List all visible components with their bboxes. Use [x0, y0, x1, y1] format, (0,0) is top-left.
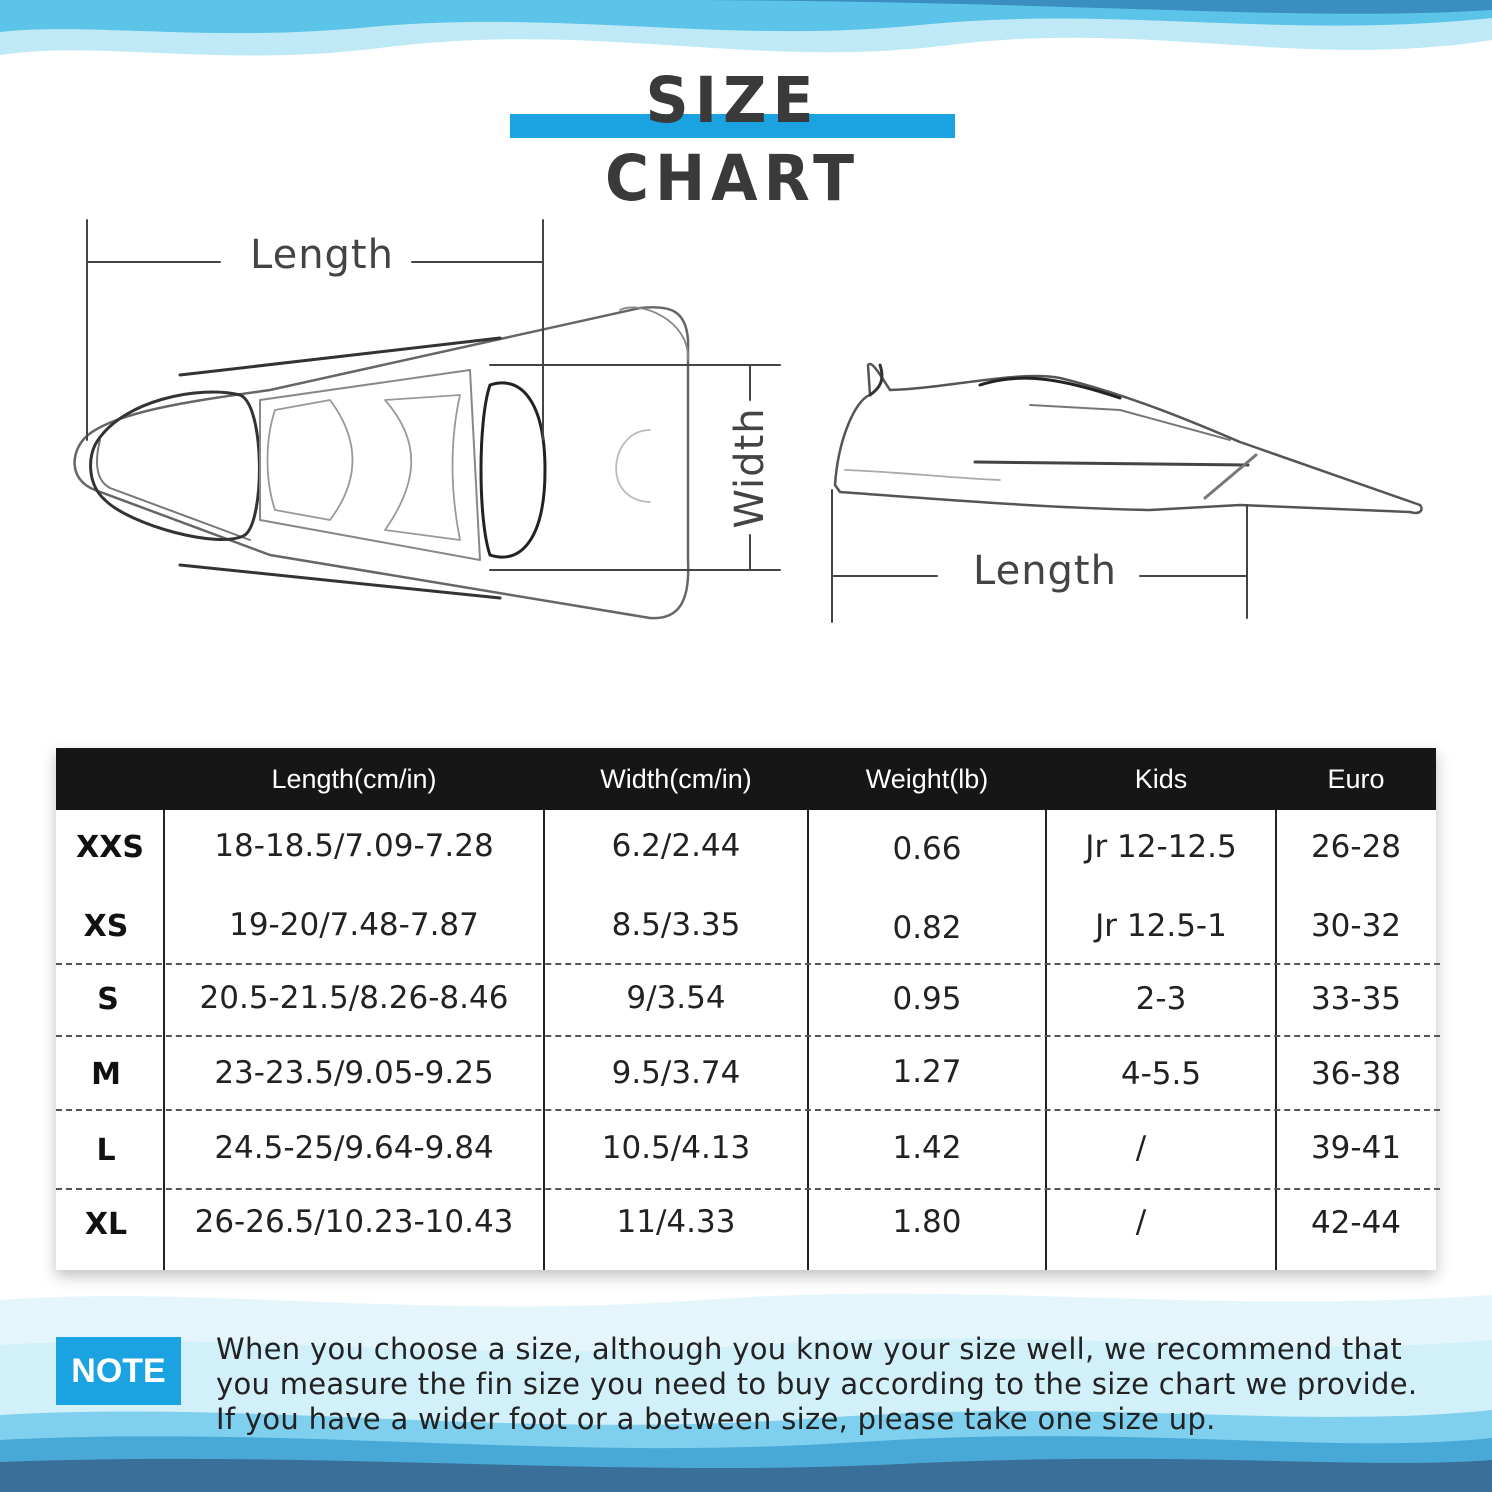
kids-cell: Jr 12-12.5: [1085, 829, 1237, 865]
length-cell: 18-18.5/7.09-7.28: [214, 828, 494, 864]
fin-top-view-illustration: [75, 307, 689, 618]
fin-side-view-illustration: [835, 364, 1422, 513]
side-view-length-label: Length: [973, 548, 1117, 594]
euro-cell: 33-35: [1310, 981, 1402, 1017]
kids-cell: 4-5.5: [1120, 1056, 1202, 1092]
euro-cell: 26-28: [1310, 829, 1402, 865]
kids-cell: /: [1135, 1204, 1147, 1240]
width-cell: 6.2/2.44: [611, 828, 741, 864]
page-title: SIZE CHART: [604, 64, 861, 216]
row-divider: [56, 1188, 1440, 1190]
size-cell: L: [96, 1133, 116, 1168]
header-length: Length(cm/in): [271, 764, 437, 794]
euro-cell: 36-38: [1310, 1056, 1402, 1092]
row-divider: [56, 963, 1440, 965]
weight-cell: 0.66: [892, 831, 962, 867]
length-cell: 20.5-21.5/8.26-8.46: [199, 980, 509, 1016]
width-cell: 9/3.54: [626, 980, 726, 1016]
note-line: you measure the fin size you need to buy according to the size chart we provide.: [216, 1367, 1418, 1401]
header-kids: Kids: [1134, 764, 1188, 794]
weight-cell: 1.27: [892, 1054, 962, 1090]
size-table: [56, 748, 1436, 1270]
kids-cell: /: [1135, 1130, 1147, 1166]
header-weight: Weight(lb): [865, 764, 989, 794]
length-cell: 24.5-25/9.64-9.84: [214, 1130, 494, 1166]
width-cell: 11/4.33: [616, 1204, 736, 1240]
length-cell: 23-23.5/9.05-9.25: [214, 1055, 494, 1091]
weight-cell: 0.95: [892, 981, 962, 1017]
size-cell: M: [91, 1057, 121, 1092]
size-cell: XXS: [76, 830, 144, 865]
table-header: [56, 748, 1436, 810]
weight-cell: 1.80: [892, 1204, 962, 1240]
kids-cell: Jr 12.5-1: [1095, 908, 1227, 944]
top-view-length-label: Length: [250, 232, 394, 278]
length-cell: 19-20/7.48-7.87: [229, 907, 479, 943]
column-divider: [807, 810, 809, 1270]
size-cell: XL: [84, 1207, 128, 1242]
column-divider: [543, 810, 545, 1270]
euro-cell: 30-32: [1310, 908, 1402, 944]
euro-cell: 39-41: [1310, 1130, 1402, 1166]
note-badge: NOTE: [56, 1337, 181, 1405]
width-cell: 10.5/4.13: [601, 1130, 751, 1166]
header-width: Width(cm/in): [600, 764, 752, 794]
column-divider: [163, 810, 165, 1270]
length-cell: 26-26.5/10.23-10.43: [194, 1204, 514, 1240]
header-euro: Euro: [1327, 764, 1385, 794]
note-line: If you have a wider foot or a between size, please take one size up.: [216, 1402, 1216, 1436]
column-divider: [1275, 810, 1277, 1270]
width-cell: 9.5/3.74: [611, 1055, 741, 1091]
row-divider: [56, 1035, 1440, 1037]
row-divider: [56, 1109, 1440, 1111]
note-line: When you choose a size, although you know your size well, we recommend that: [216, 1332, 1403, 1366]
kids-cell: 2-3: [1135, 981, 1187, 1017]
euro-cell: 42-44: [1310, 1205, 1402, 1241]
column-divider: [1045, 810, 1047, 1270]
size-cell: S: [97, 982, 119, 1017]
note-text: [216, 1332, 1456, 1437]
weight-cell: 0.82: [892, 910, 962, 946]
top-view-width-label: Width: [727, 407, 773, 529]
weight-cell: 1.42: [892, 1130, 962, 1166]
width-cell: 8.5/3.35: [611, 907, 741, 943]
size-cell: XS: [83, 909, 129, 944]
